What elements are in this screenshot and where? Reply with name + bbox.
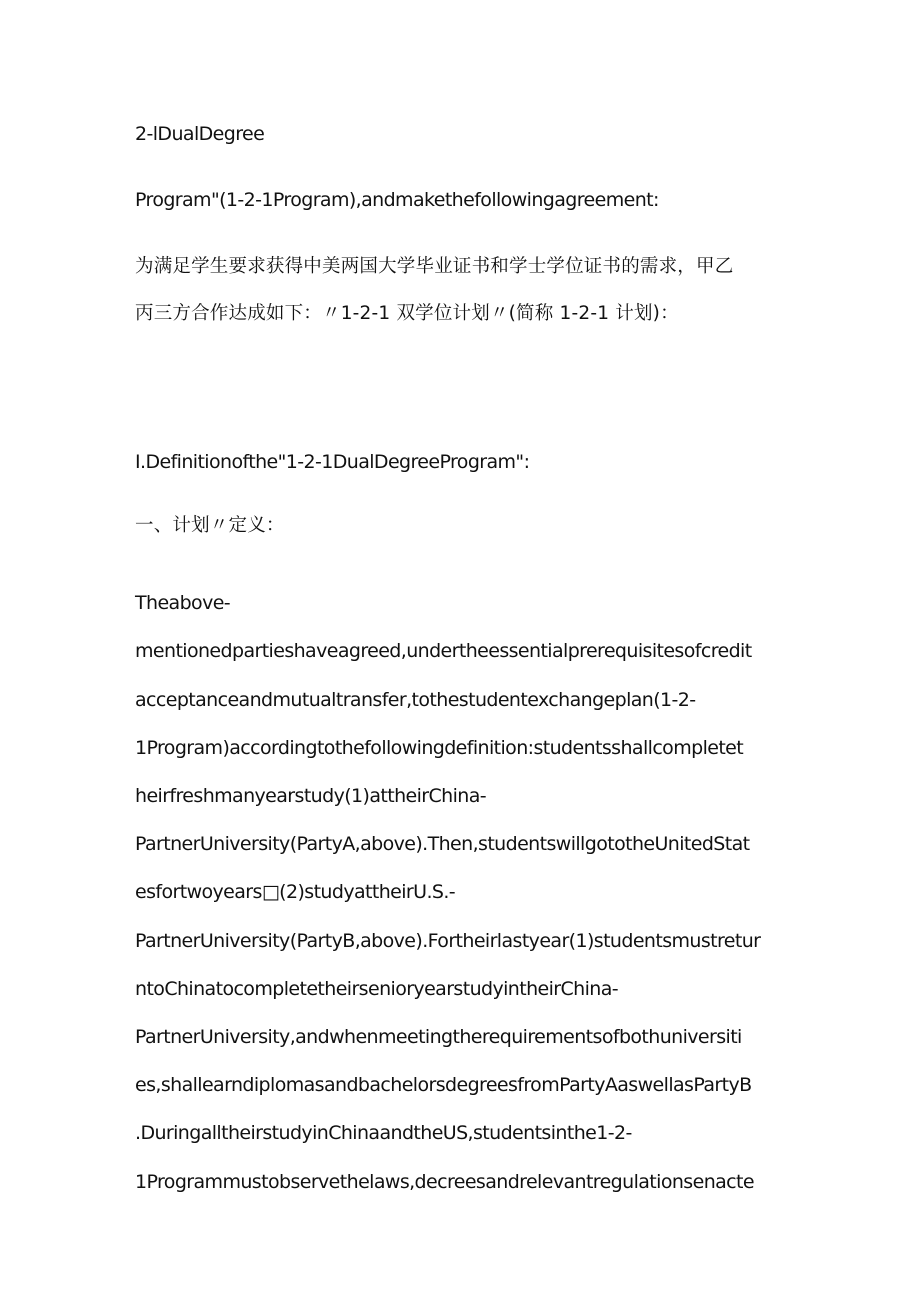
text-line: PartnerUniversity,andwhenmeetingtherequirementsofbothuniversiti <box>135 1026 742 1048</box>
section-heading: 一、计划〃定义： <box>135 515 285 536</box>
text-line: 丙三方合作达成如下：〃1-2-1 双学位计划〃(简称 1-2-1 计划)： <box>135 303 679 324</box>
text-line: PartnerUniversity(PartyB,above).Fortheirlastyear(1)studentsmustretur <box>135 930 761 952</box>
text-line: Theabove- <box>135 592 231 614</box>
text-line: ntoChinatocompletetheirsenioryearstudyintheirChina- <box>135 978 619 1000</box>
text-line: esfortwoyears□(2)studyattheirU.S.- <box>135 881 456 903</box>
text-line: mentionedpartieshaveagreed,undertheessentialprerequisitesofcredit <box>135 640 752 662</box>
section-heading: I.Definitionofthe"1-2-1DualDegreeProgram": <box>135 451 530 473</box>
text-line: 1Programmustobservethelaws,decreesandrelevantregulationsenacte <box>135 1171 754 1193</box>
text-line: PartnerUniversity(PartyA,above).Then,studentswillgototheUnitedStat <box>135 833 750 855</box>
text-line: 2-lDualDegree <box>135 123 265 145</box>
text-line: 为满足学生要求获得中美两国大学毕业证书和学士学位证书的需求，甲乙 <box>135 256 734 277</box>
text-line: acceptanceandmutualtransfer,tothestudentexchangeplan(1-2- <box>135 689 696 711</box>
text-line: 1Program)accordingtothefollowingdefinition:studentsshallcompletet <box>135 737 744 759</box>
text-line: heirfreshmanyearstudy(1)attheirChina- <box>135 785 487 807</box>
text-line: Program"(1-2-1Program),andmakethefollowingagreement: <box>135 189 659 211</box>
text-line: es,shallearndiplomasandbachelorsdegreesfromPartyAaswellasPartyB <box>135 1074 752 1096</box>
text-line: .DuringalltheirstudyinChinaandtheUS,studentsinthe1-2- <box>135 1122 632 1144</box>
